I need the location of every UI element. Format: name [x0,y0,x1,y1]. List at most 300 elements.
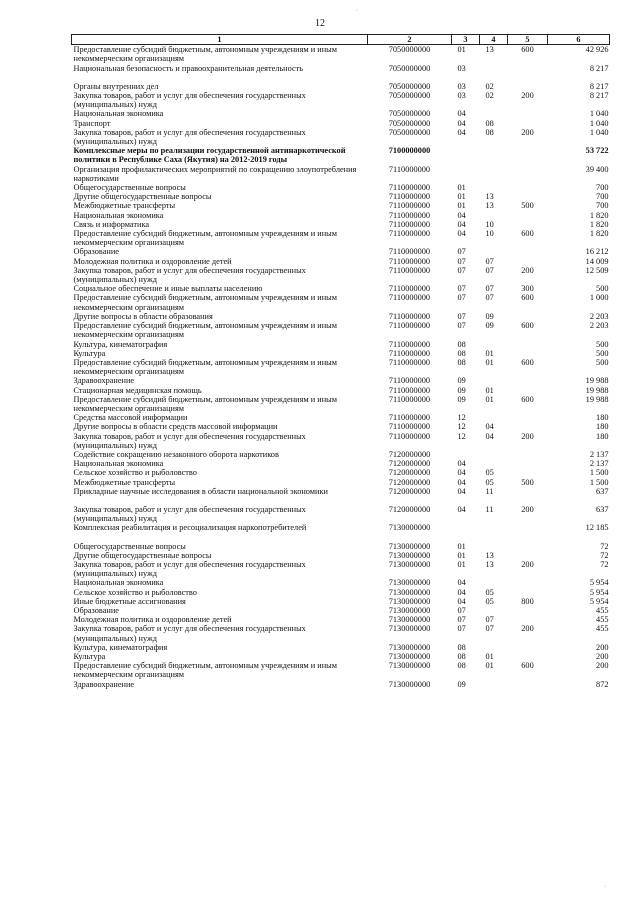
amount-cell: 180 [596,422,609,432]
subsection-code-cell: 11 [485,486,494,496]
section-code-cell: 01 [457,550,466,560]
target-code-cell: 7050000000 [388,127,431,137]
target-code-cell: 7110000000 [388,431,431,441]
item-name-cell: Здравоохранение [73,376,135,386]
target-code-cell: 7110000000 [388,413,431,423]
table-row [72,119,610,128]
table-row [72,615,610,624]
expense-type-code-cell: 600 [521,229,534,239]
item-name-cell: Содействие сокращению незаконного оборота наркотиков [73,449,279,459]
expense-type-code-cell [508,183,548,192]
table-row [72,91,610,109]
amount-cell: 637 [596,504,609,514]
table-row [72,422,610,431]
subsection-code-cell: 08 [485,118,494,128]
amount-cell: 200 [596,652,609,661]
section-code-cell: 04 [457,504,466,514]
section-code-cell: 04 [457,596,466,606]
subsection-code-cell [480,64,508,73]
table-row [72,661,610,679]
item-name-cell: Предоставление субсидий бюджетным, автономным учреждениям и иным некоммерческим организациям [73,229,337,248]
amount-cell: 19 988 [585,385,609,395]
section-code-cell: 04 [457,486,466,496]
target-code-cell: 7120000000 [388,459,431,469]
amount-cell: 2 137 [589,449,609,459]
table-row [72,247,610,256]
table-row [72,257,610,266]
amount-cell: 1 820 [589,210,609,220]
subsection-code-cell: 04 [485,422,494,432]
target-code-cell: 7110000000 [388,357,431,367]
section-code-cell: 08 [457,661,466,671]
amount-cell: 1 500 [589,477,609,487]
item-name-cell: Закупка товаров, работ и услуг для обеспечения государственных (муниципальных) нужд [73,559,306,579]
amount-cell: 42 926 [585,45,609,55]
amount-cell: 700 [596,183,609,193]
table-row [72,321,610,339]
amount-cell: 455 [596,624,609,634]
budget-table [71,34,610,689]
target-code-cell: 7110000000 [388,311,431,321]
subsection-code-cell: 01 [485,348,494,358]
table-row [72,312,610,321]
amount-cell: 14 009 [585,256,609,266]
table-row [72,395,610,413]
table-row [72,505,610,523]
target-code-cell: 7130000000 [388,624,431,634]
subsection-code-cell: 08 [485,127,494,137]
section-code-cell: 12 [457,413,466,423]
section-code-cell [452,146,480,164]
table-row [72,652,610,661]
table-row [72,211,610,220]
item-name-cell: Стационарная медицинская помощь [73,385,202,395]
amount-cell: 5 954 [589,587,609,597]
expense-type-code-cell [508,588,548,597]
table-row [72,468,610,477]
amount-cell: 72 [600,550,609,560]
subsection-code-cell: 09 [485,311,494,321]
item-name-cell: Комплексные меры по реализации государственной антинаркотической политики в Республике Саха (Якутия) на 2012-2019 годы [73,146,346,165]
table-row [72,64,610,73]
amount-cell: 1 040 [589,127,609,137]
spacer-cell [72,73,610,82]
table-row [72,82,610,91]
table-row [72,542,610,551]
subsection-code-cell: 02 [485,91,494,101]
subsection-code-cell: 07 [485,293,494,303]
amount-cell: 1 500 [589,468,609,478]
item-name-cell: Культура [73,348,106,358]
target-code-cell: 7110000000 [388,293,431,303]
amount-cell: 2 203 [589,321,609,331]
section-code-cell: 04 [457,587,466,597]
subsection-code-cell [480,450,508,459]
section-code-cell [452,523,480,532]
amount-cell: 72 [600,559,609,569]
table-row [72,597,610,606]
table-row [72,376,610,385]
table-row [72,220,610,229]
subsection-code-cell: 13 [485,559,494,569]
section-code-cell: 08 [457,642,466,652]
table-row [72,432,610,450]
expense-type-code-cell: 600 [521,661,534,671]
item-name-cell: Закупка товаров, работ и услуг для обеспечения государственных (муниципальных) нужд [73,127,306,147]
subsection-code-cell: 02 [485,81,494,91]
subsection-code-cell: 05 [485,596,494,606]
item-name-cell: Культура, кинематография [73,339,168,349]
item-name-cell: Предоставление субсидий бюджетным, автономным учреждениям и иным некоммерческим организациям [73,293,337,312]
subsection-code-cell: 01 [485,385,494,395]
column-header: 5 [508,35,548,45]
section-code-cell: 07 [457,311,466,321]
item-name-cell: Другие вопросы в области образования [73,311,213,321]
expense-type-code-cell [508,340,548,349]
target-code-cell: 7110000000 [388,284,431,294]
subsection-code-cell: 07 [485,615,494,625]
section-code-cell: 07 [457,605,466,615]
section-code-cell: 01 [457,192,466,202]
target-code-cell: 7130000000 [388,605,431,615]
expense-type-code-cell: 200 [521,559,534,569]
expense-type-code-cell [508,468,548,477]
section-code-cell: 01 [457,45,466,55]
table-row [72,487,610,496]
section-code-cell: 04 [457,127,466,137]
subsection-code-cell: 09 [485,321,494,331]
column-header: 2 [368,35,452,45]
item-name-cell: Национальная экономика [73,578,164,588]
table-row [72,560,610,578]
row-spacer [72,496,610,505]
amount-cell: 455 [596,605,609,615]
table-row [72,358,610,376]
section-code-cell: 12 [457,431,466,441]
section-code-cell: 09 [457,385,466,395]
amount-cell: 700 [596,201,609,211]
section-code-cell: 07 [457,293,466,303]
target-code-cell: 7110000000 [388,339,431,349]
target-code-cell: 7100000000 [388,146,431,156]
item-name-cell: Образование [73,605,119,615]
amount-cell: 5 954 [589,578,609,588]
item-name-cell: Сельское хозяйство и рыболовство [73,587,197,597]
item-name-cell: Здравоохранение [73,679,135,689]
expense-type-code-cell [508,165,548,183]
section-code-cell: 04 [457,477,466,487]
target-code-cell: 7110000000 [388,422,431,432]
amount-cell: 19 988 [585,394,609,404]
section-code-cell: 03 [457,81,466,91]
item-name-cell: Образование [73,247,119,257]
expense-type-code-cell [508,450,548,459]
expense-type-code-cell [508,542,548,551]
target-code-cell: 7110000000 [388,247,431,257]
target-code-cell: 7130000000 [388,661,431,671]
amount-cell: 180 [596,413,609,423]
item-name-cell: Закупка товаров, работ и услуг для обеспечения государственных (муниципальных) нужд [73,504,306,524]
table-row [72,183,610,192]
target-code-cell: 7110000000 [388,321,431,331]
subsection-code-cell [480,109,508,118]
table-row [72,349,610,358]
target-code-cell: 7120000000 [388,477,431,487]
section-code-cell: 04 [457,468,466,478]
amount-cell: 1 000 [589,293,609,303]
table-row [72,45,610,64]
target-code-cell: 7110000000 [388,385,431,395]
item-name-cell: Межбюджетные трансферты [73,477,176,487]
target-code-cell: 7110000000 [388,210,431,220]
spacer-cell [72,533,610,542]
subsection-code-cell: 07 [485,256,494,266]
amount-cell: 200 [596,642,609,652]
subsection-code-cell: 13 [485,45,494,55]
expense-type-code-cell [508,257,548,266]
amount-cell: 500 [596,284,609,294]
section-code-cell: 03 [457,91,466,101]
item-name-cell: Культура, кинематография [73,642,168,652]
subsection-code-cell: 11 [485,504,494,514]
table-row [72,624,610,642]
page-number: 12 [315,18,325,29]
amount-cell: 700 [596,192,609,202]
expense-type-code-cell [508,220,548,229]
target-code-cell: 7110000000 [388,394,431,404]
amount-cell: 2 203 [589,311,609,321]
amount-cell: 500 [596,357,609,367]
table-row [72,386,610,395]
section-code-cell: 04 [457,229,466,239]
expense-type-code-cell [508,247,548,256]
item-name-cell: Закупка товаров, работ и услуг для обеспечения государственных (муниципальных) нужд [73,91,306,110]
subsection-code-cell: 13 [485,201,494,211]
item-name-cell: Закупка товаров, работ и услуг для обеспечения государственных (муниципальных) нужд [73,431,306,450]
table-row [72,201,610,210]
row-spacer [72,533,610,542]
item-name-cell: Связь и информатика [73,219,150,229]
item-name-cell: Предоставление субсидий бюджетным, автономным учреждениям и иным некоммерческим организациям [73,394,337,413]
expense-type-code-cell: 200 [521,127,534,137]
target-code-cell: 7130000000 [388,596,431,606]
table-row [72,606,610,615]
section-code-cell: 08 [457,339,466,349]
table-row [72,165,610,183]
target-code-cell: 7050000000 [388,45,431,55]
subsection-code-cell [480,146,508,164]
table-row [72,643,610,652]
table-row [72,229,610,247]
subsection-code-cell [480,459,508,468]
table-row [72,578,610,587]
scan-speck: · [604,884,606,890]
section-code-cell [452,450,480,459]
expense-type-code-cell [508,413,548,422]
expense-type-code-cell [508,211,548,220]
target-code-cell: 7110000000 [388,164,431,174]
section-code-cell: 07 [457,284,466,294]
subsection-code-cell: 01 [485,394,494,404]
target-code-cell: 7130000000 [388,550,431,560]
expense-type-code-cell [508,680,548,689]
section-code-cell: 07 [457,624,466,634]
item-name-cell: Сельское хозяйство и рыболовство [73,468,197,478]
expense-type-code-cell: 200 [521,91,534,101]
amount-cell: 1 040 [589,109,609,119]
section-code-cell: 09 [457,394,466,404]
expense-type-code-cell: 200 [521,265,534,275]
section-code-cell: 04 [457,219,466,229]
item-name-cell: Молодежная политика и оздоровление детей [73,615,232,625]
target-code-cell: 7130000000 [388,578,431,588]
item-name-cell: Национальная экономика [73,109,164,119]
subsection-code-cell [480,578,508,587]
amount-cell: 2 137 [589,459,609,469]
column-header: 1 [72,35,368,45]
section-code-cell: 09 [457,376,466,386]
expense-type-code-cell [508,523,548,532]
amount-cell: 72 [600,541,609,551]
amount-cell: 1 040 [589,118,609,128]
section-code-cell: 04 [457,459,466,469]
target-code-cell: 7110000000 [388,376,431,386]
section-code-cell: 04 [457,578,466,588]
item-name-cell: Средства массовой информации [73,413,188,423]
subsection-code-cell: 10 [485,219,494,229]
section-code-cell: 04 [457,210,466,220]
target-code-cell: 7110000000 [388,192,431,202]
subsection-code-cell: 04 [485,431,494,441]
expense-type-code-cell [508,376,548,385]
amount-cell: 180 [596,431,609,441]
column-header: 4 [480,35,508,45]
target-code-cell: 7120000000 [388,468,431,478]
item-name-cell: Прикладные научные исследования в области национальной экономики [73,486,328,496]
table-row [72,478,610,487]
amount-cell: 637 [596,486,609,496]
expense-type-code-cell [508,652,548,661]
expense-type-code-cell [508,643,548,652]
amount-cell: 1 820 [589,219,609,229]
amount-cell: 16 212 [585,247,609,257]
subsection-code-cell [480,606,508,615]
section-code-cell: 07 [457,247,466,257]
expense-type-code-cell [508,459,548,468]
expense-type-code-cell [508,119,548,128]
expense-type-code-cell [508,349,548,358]
table-row [72,284,610,293]
target-code-cell: 7050000000 [388,109,431,119]
expense-type-code-cell: 200 [521,504,534,514]
item-name-cell: Национальная экономика [73,459,164,469]
section-code-cell [452,165,480,183]
expense-type-code-cell: 800 [521,596,534,606]
item-name-cell: Предоставление субсидий бюджетным, автономным учреждениям и иным некоммерческим организациям [73,661,337,680]
subsection-code-cell: 07 [485,284,494,294]
expense-type-code-cell [508,192,548,201]
table-row [72,588,610,597]
item-name-cell: Другие вопросы в области средств массовой информации [73,422,278,432]
target-code-cell: 7110000000 [388,265,431,275]
section-code-cell: 01 [457,541,466,551]
subsection-code-cell [480,247,508,256]
item-name-cell: Межбюджетные трансферты [73,201,176,211]
expense-type-code-cell: 600 [521,357,534,367]
table-header-row [72,35,610,45]
subsection-code-cell [480,542,508,551]
section-code-cell: 01 [457,201,466,211]
target-code-cell: 7050000000 [388,63,431,73]
table-row [72,680,610,689]
amount-cell: 12 509 [585,265,609,275]
subsection-code-cell [480,165,508,183]
amount-cell: 500 [596,348,609,358]
amount-cell: 8 217 [589,81,609,91]
expense-type-code-cell: 600 [521,394,534,404]
item-name-cell: Комплексная реабилитация и ресоциализация наркопотребителей [73,523,307,533]
item-name-cell: Органы внутренних дел [73,81,159,91]
item-name-cell: Культура [73,652,106,661]
subsection-code-cell: 07 [485,624,494,634]
expense-type-code-cell [508,386,548,395]
column-header: 3 [452,35,480,45]
subsection-code-cell [480,340,508,349]
column-header: 6 [548,35,610,45]
item-name-cell: Социальное обеспечение и иные выплаты населению [73,284,263,294]
item-name-cell: Общегосударственные вопросы [73,183,186,193]
table-row [72,413,610,422]
amount-cell: 39 400 [585,164,609,174]
amount-cell: 872 [596,679,609,689]
subsection-code-cell: 01 [485,357,494,367]
subsection-code-cell [480,680,508,689]
target-code-cell: 7110000000 [388,183,431,193]
section-code-cell: 01 [457,559,466,569]
target-code-cell: 7110000000 [388,219,431,229]
section-code-cell: 03 [457,63,466,73]
expense-type-code-cell: 600 [521,45,534,55]
section-code-cell: 07 [457,615,466,625]
section-code-cell: 01 [457,183,466,193]
expense-type-code-cell: 300 [521,284,534,294]
target-code-cell: 7130000000 [388,679,431,689]
table-row [72,128,610,146]
expense-type-code-cell: 200 [521,624,534,634]
table-row [72,459,610,468]
expense-type-code-cell [508,551,548,560]
section-code-cell: 12 [457,422,466,432]
target-code-cell: 7110000000 [388,229,431,239]
table-row [72,109,610,118]
amount-cell: 200 [596,661,609,671]
subsection-code-cell [480,413,508,422]
section-code-cell: 09 [457,679,466,689]
section-code-cell: 04 [457,109,466,119]
target-code-cell: 7050000000 [388,91,431,101]
expense-type-code-cell [508,578,548,587]
subsection-code-cell [480,183,508,192]
item-name-cell: Предоставление субсидий бюджетным, автономным учреждениям и иным некоммерческим организациям [73,45,337,64]
scan-speck: · [356,8,358,14]
target-code-cell: 7110000000 [388,348,431,358]
target-code-cell: 7130000000 [388,652,431,661]
expense-type-code-cell: 500 [521,477,534,487]
target-code-cell: 7050000000 [388,81,431,91]
target-code-cell: 7130000000 [388,642,431,652]
subsection-code-cell: 05 [485,587,494,597]
amount-cell: 19 988 [585,376,609,386]
